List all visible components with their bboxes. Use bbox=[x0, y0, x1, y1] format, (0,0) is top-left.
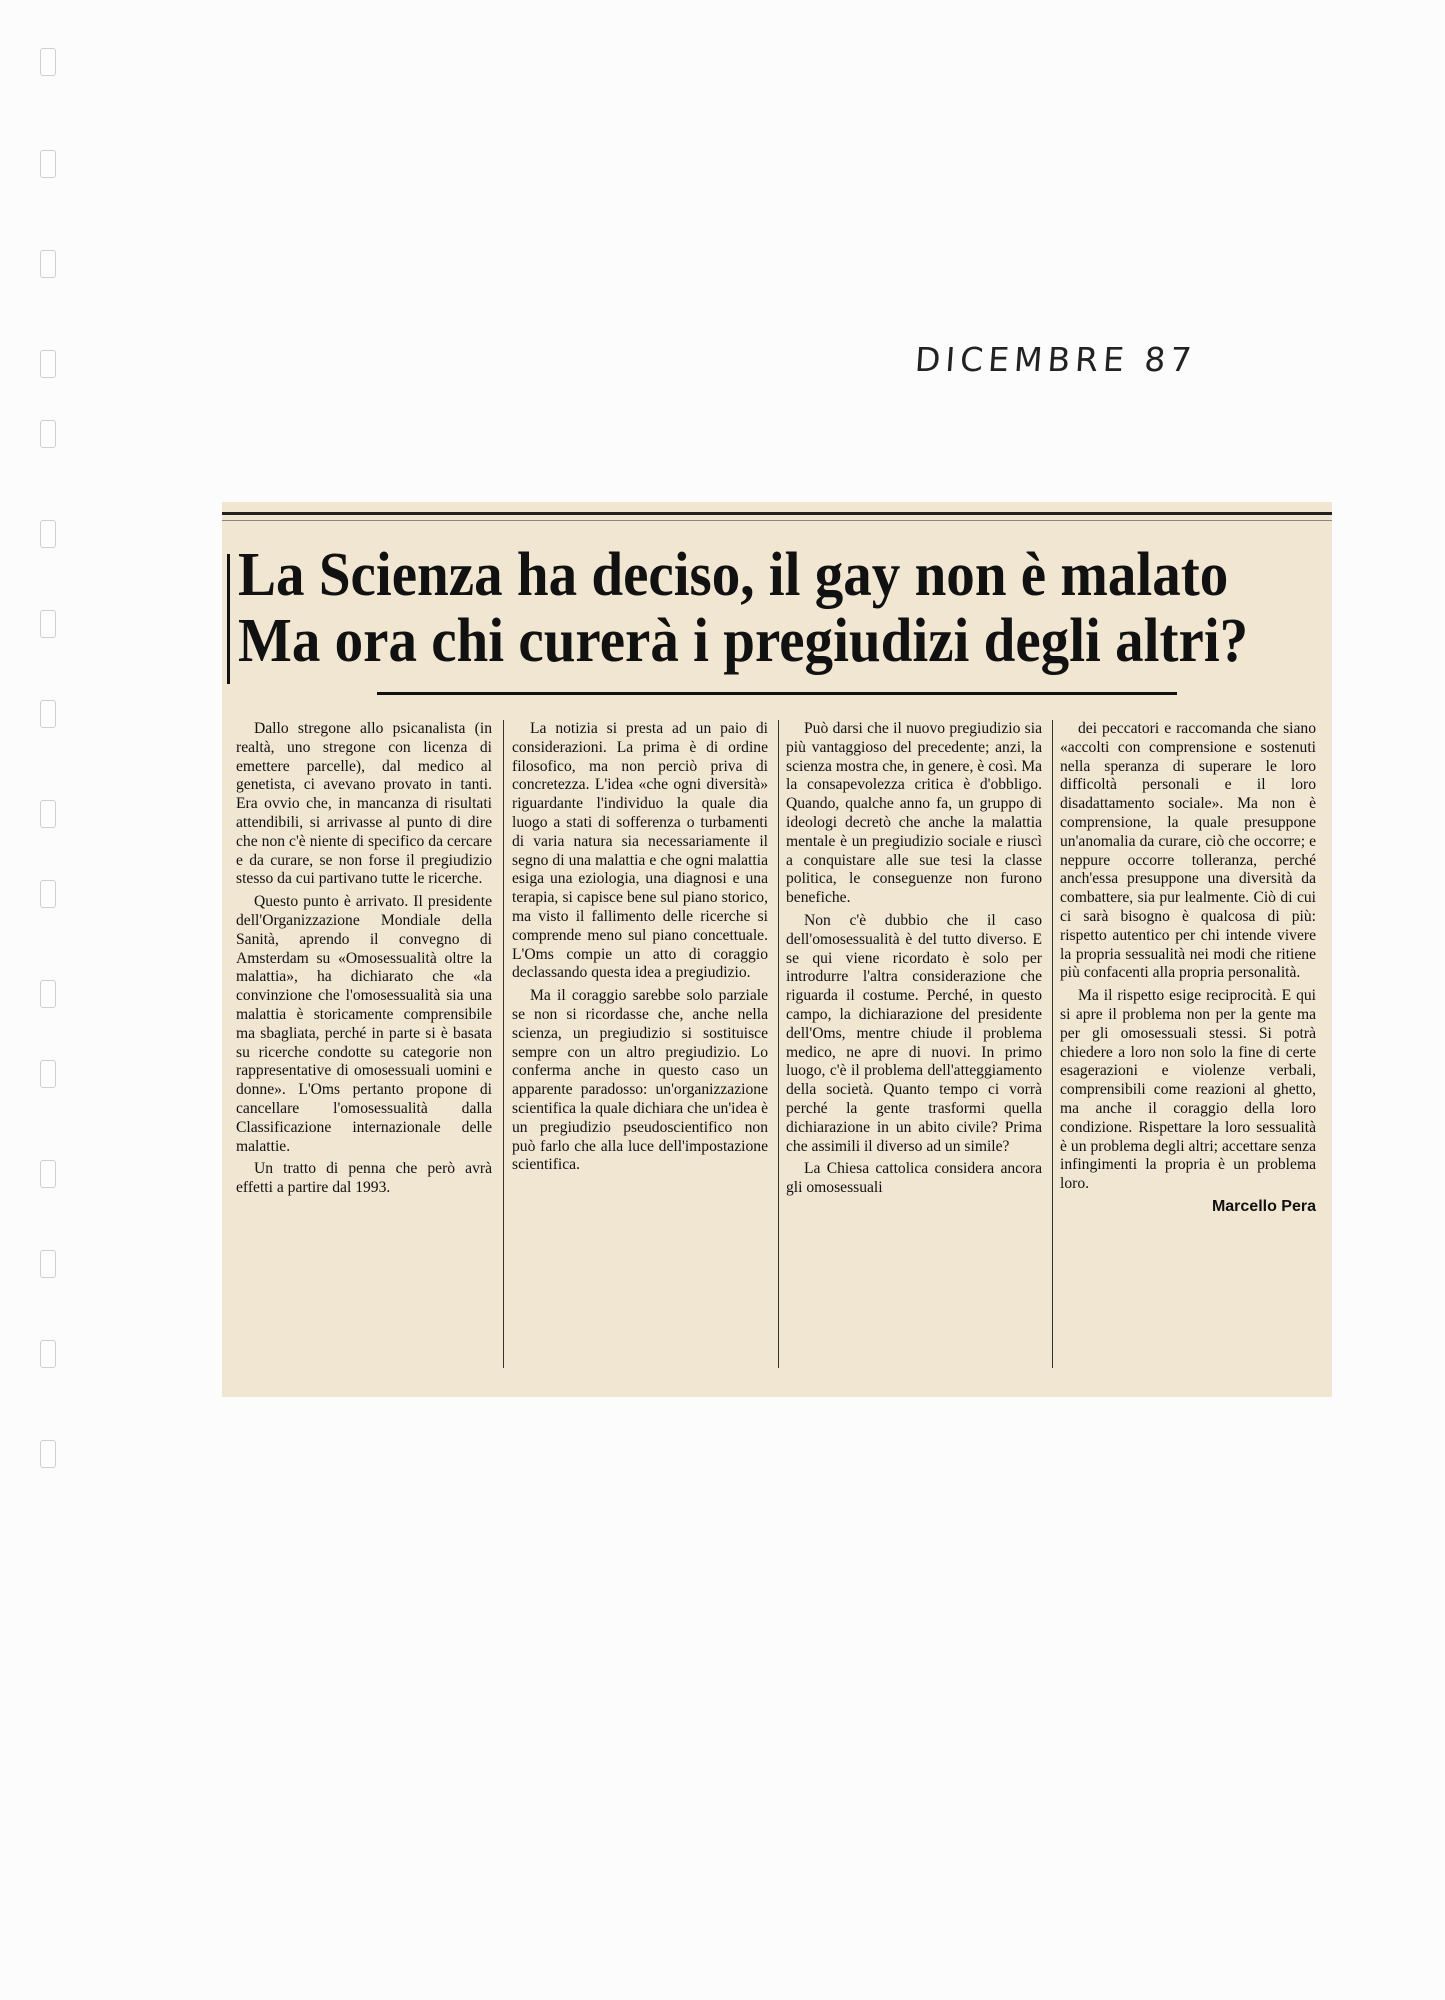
binder-hole bbox=[40, 1060, 56, 1088]
column-1 bbox=[236, 720, 492, 1202]
binder-hole bbox=[40, 48, 56, 76]
column-rule bbox=[503, 720, 504, 1368]
binder-hole bbox=[40, 980, 56, 1008]
author-signature: Marcello Pera bbox=[1211, 1197, 1316, 1215]
column-rule bbox=[778, 720, 779, 1368]
binder-hole bbox=[40, 1440, 56, 1468]
paragraph: Può darsi che il nuovo pregiudizio sia più vantaggioso del precedente; anzi, la scienza mostra che, in genere, è così. Ma la consapevolezza critica è d'obbligo. Quando, qualche anno fa, un gruppo di ideologi decretò che anche la malattia mentale è un pregiudizio sociale e riuscì a conquistare alle sue tesi la classe politica, le conseguenze non furono benefiche. bbox=[786, 720, 1042, 907]
binder-hole bbox=[40, 520, 56, 548]
binder-hole bbox=[40, 420, 56, 448]
binder-hole bbox=[40, 1160, 56, 1188]
paragraph: dei peccatori e raccomanda che siano «accolti con comprensione e sostenuti nella speranza di superare le loro difficoltà personali e il loro disadattamento sociale». Ma non è comprensione, la quale presuppone un'anomalia da curare, ciò che occorre; e neppure occorre tolleranza, perché anch'essa presuppone una diversità da combattere, sia pur lealmente. Ciò di cui ci sarà bisogno è qualcosa di più: rispetto autentico per chi intende vivere la propria sessualità nei modi che ritiene più confacenti alla propria personalità. bbox=[1060, 720, 1316, 982]
binder-hole bbox=[40, 250, 56, 278]
top-rule-thin bbox=[222, 520, 1332, 521]
headline-line-1: La Scienza ha deciso, il gay non è malato bbox=[238, 541, 1229, 609]
paragraph: La Chiesa cattolica considera ancora gli omosessuali bbox=[786, 1160, 1042, 1197]
headline bbox=[238, 541, 1249, 675]
binder-hole bbox=[40, 1250, 56, 1278]
column-4 bbox=[1060, 720, 1316, 1217]
handwritten-date: DICEMBRE 87 bbox=[913, 340, 1198, 379]
headline-line-2: Ma ora chi curerà i pregiudizi degli altri? bbox=[238, 607, 1249, 675]
paragraph: Non c'è dubbio che il caso dell'omosessualità è del tutto diverso. E se qui viene ricordato è solo per introdurre l'altra considerazione che riguarda il costume. Perché, in questo campo, la dichiarazione del presidente dell'Oms, mentre chiude il problema medico, ne apre di nuovi. In primo luogo, c'è il problema dell'atteggiamento della società. Quanto tempo ci vorrà perché la gente trasformi quella dichiarazione in un abito civile? Prima che assimili il diverso ad un simile? bbox=[786, 911, 1042, 1155]
newspaper-clipping bbox=[222, 502, 1332, 1397]
binder-hole bbox=[40, 700, 56, 728]
binder-hole bbox=[40, 350, 56, 378]
paragraph: Questo punto è arrivato. Il presidente dell'Organizzazione Mondiale della Sanità, aprendo il convegno di Amsterdam su «Omosessualità oltre la malattia», ha dichiarato che «la convinzione che l'omosessualità sia una malattia è storicamente comprensibile ma sbagliata, perché in parte si è basata su ricerche condotte su categorie non rappresentative di omosessuali uomini e donne». L'Oms pertanto propone di cancellare l'omosessualità dalla Classificazione internazionale delle malattie. bbox=[236, 893, 492, 1155]
binder-hole bbox=[40, 150, 56, 178]
paragraph: Ma il rispetto esige reciprocità. E qui si apre il problema non per la gente ma per gli omosessuali stessi. Si potrà chiedere a loro non solo la fine di certe esagerazioni e violenze verbali, comprensibili come reazioni al ghetto, ma anche il coraggio della loro condizione. Rispettare la loro sessualità è un problema degli altri; accettare senza infingimenti la propria è un problema loro. bbox=[1060, 987, 1316, 1193]
headline-underline bbox=[377, 692, 1177, 695]
column-2 bbox=[512, 720, 768, 1179]
paragraph: La notizia si presta ad un paio di considerazioni. La prima è di ordine filosofico, ma non perciò priva di concretezza. L'idea «che ogni diversità» riguardante l'individuo la quale dia luogo a stati di sofferenza o turbamenti di varia natura sia necessariamente il segno di una malattia e che ogni malattia esiga una eziologia, una diagnosi e una terapia, si capisce bene sul piano storico, ma visto il fallimento delle ricerche si comprende meno sul piano concettuale. L'Oms compie un atto di coraggio declassando questa idea a pregiudizio. bbox=[512, 720, 768, 982]
column-3 bbox=[786, 720, 1042, 1202]
binder-hole bbox=[40, 1340, 56, 1368]
binder-hole bbox=[40, 610, 56, 638]
paragraph: Ma il coraggio sarebbe solo parziale se non si ricordasse che, anche nella scienza, un pregiudizio si sostituisce sempre con un altro pregiudizio. Lo conferma anche in questo caso un apparente paradosso: un'organizzazione scientifica la quale dichiara che un'idea è un pregiudizio pseudoscientifico non può farlo che alla luce dell'impostazione scientifica. bbox=[512, 987, 768, 1174]
binder-hole bbox=[40, 880, 56, 908]
paragraph: Un tratto di penna che però avrà effetti a partire dal 1993. bbox=[236, 1160, 492, 1197]
column-rule bbox=[1052, 720, 1053, 1368]
paragraph: Dallo stregone allo psicanalista (in realtà, uno stregone con licenza di emettere parcelle), dal medico al genetista, ci avevano provato in tanti. Era ovvio che, in mancanza di risultati attendibili, si arrivasse al punto di dire che non c'è niente di specifico da cercare e da curare, se non forse il pregiudizio stesso da cui partivano tutte le ricerche. bbox=[236, 720, 492, 888]
binder-hole bbox=[40, 800, 56, 828]
headline-bar bbox=[227, 554, 230, 684]
top-rule bbox=[222, 512, 1332, 515]
